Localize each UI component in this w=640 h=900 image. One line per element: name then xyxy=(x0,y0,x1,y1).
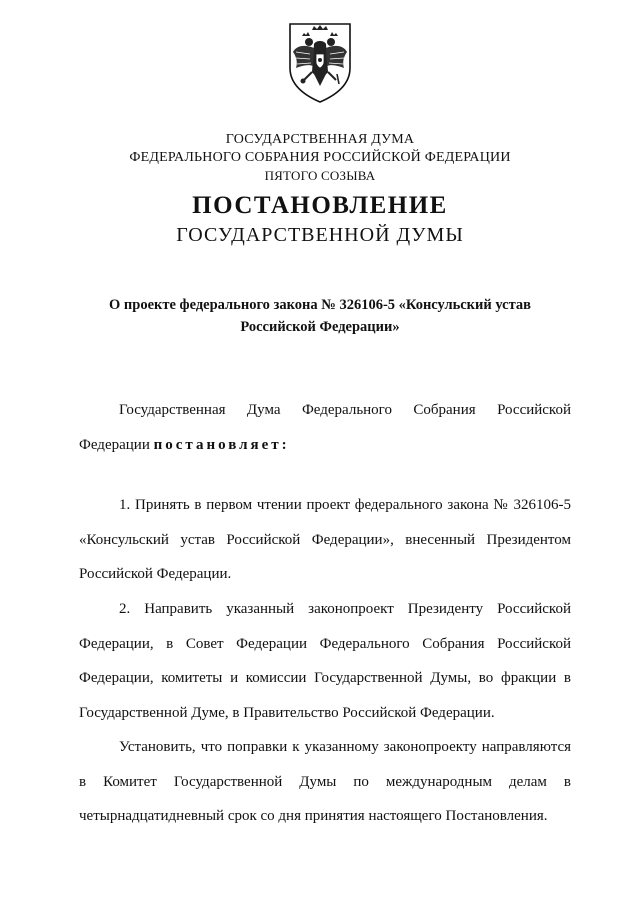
preamble-keyword: постановляет: xyxy=(153,437,290,453)
item1-line-3: Российской Федерации. xyxy=(79,566,232,582)
subject-line-1: О проекте федерального закона № 326106-5 «Консульский устав xyxy=(109,297,531,313)
subject-line-2: Российской Федерации» xyxy=(240,319,400,335)
item2-line-4: Государственной Думе, в Правительство Российской Федерации. xyxy=(79,705,495,721)
item2-line-3: Федерации, комитеты и комиссии Государственной Думы, во фракции в xyxy=(79,670,571,686)
preamble-line-2 xyxy=(79,437,571,454)
item1-line-1: 1. Принять в первом чтении проект федерального закона № 326106-5 xyxy=(119,497,571,513)
item2-line-1: 2. Направить указанный законопроект Президенту Российской xyxy=(119,601,571,617)
coat-of-arms-emblem xyxy=(284,22,356,104)
item2-line-2: Федерации, в Совет Федерации Федерального Собрания Российской xyxy=(79,636,571,652)
document-subtitle: ГОСУДАРСТВЕННОЙ ДУМЫ xyxy=(176,224,464,246)
amendments-line-2: в Комитет Государственной Думы по международным делам в xyxy=(79,774,571,790)
item1-line-2: «Консульский устав Российской Федерации», внесенный Президентом xyxy=(79,532,571,548)
header-federal-assembly: ФЕДЕРАЛЬНОГО СОБРАНИЯ РОССИЙСКОЙ ФЕДЕРАЦИИ xyxy=(129,150,511,165)
amendments-line-1: Установить, что поправки к указанному законопроекту направляются xyxy=(119,739,571,755)
preamble-prefix: Федерации xyxy=(79,437,150,453)
preamble-line-1: Государственная Дума Федерального Собрания Российской xyxy=(119,402,571,418)
header-duma: ГОСУДАРСТВЕННАЯ ДУМА xyxy=(225,132,415,147)
amendments-line-3: четырнадцатидневный срок со дня принятия настоящего Постановления. xyxy=(79,808,548,824)
header-convocation: ПЯТОГО СОЗЫВА xyxy=(264,168,376,183)
double-headed-eagle-icon xyxy=(284,22,356,104)
document-title: ПОСТАНОВЛЕНИЕ xyxy=(192,192,448,219)
